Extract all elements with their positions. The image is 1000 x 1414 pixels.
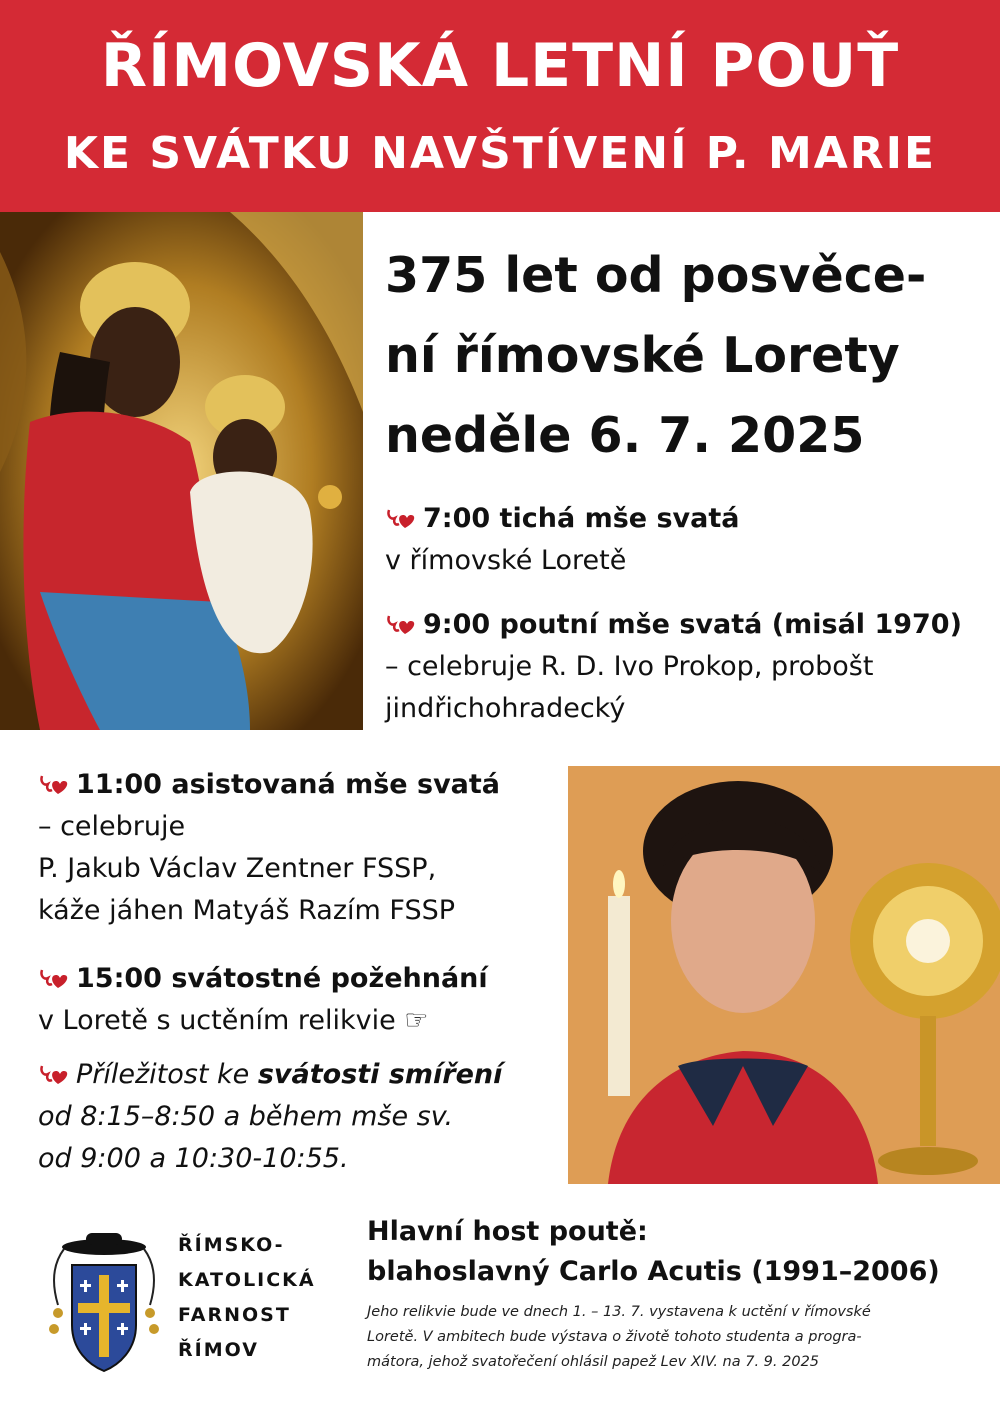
- schedule-detail: od 9:00 a 10:30-10:55.: [38, 1143, 349, 1174]
- title-banner: [0, 0, 1000, 212]
- schedule-item-confession: [38, 1054, 558, 1180]
- schedule-detail: v římovské Loretě: [385, 545, 627, 576]
- parish-crest: [44, 1225, 164, 1375]
- parish-line: ŘÍMSKO-: [178, 1234, 285, 1256]
- guest-title-line-1: Hlavní host poutě:: [367, 1216, 648, 1247]
- guest-text-line: Loretě. V ambitech bude výstava o životě tohoto studenta a progra-: [367, 1329, 862, 1345]
- schedule-title: 7:00 tichá mše svatá: [423, 503, 740, 534]
- schedule-item-11-00: [38, 764, 558, 932]
- main-title: ŘÍMOVSKÁ LETNÍ POUŤ: [100, 31, 900, 101]
- schedule-title: 9:00 poutní mše svatá (misál 1970): [423, 609, 962, 640]
- heart-flower-icon: [38, 769, 70, 795]
- schedule-item-7-00: [385, 498, 985, 582]
- parish-line: KATOLICKÁ: [178, 1269, 316, 1291]
- headline-line-1: 375 let od posvěce-: [385, 247, 927, 304]
- heart-flower-icon: [385, 503, 417, 529]
- guest-heading: [367, 1212, 987, 1292]
- guest-text-line: mátora, jehož svatořečení ohlásil papež Lev XIV. na 7. 9. 2025: [367, 1354, 820, 1370]
- schedule-detail: od 8:15–8:50 a během mše sv.: [38, 1101, 454, 1132]
- headline-line-2: ní římovské Lorety: [385, 327, 900, 384]
- schedule-detail: – celebruje: [38, 811, 186, 842]
- guest-description: [367, 1300, 982, 1375]
- schedule-title: 15:00 svátostné požehnání: [76, 963, 488, 994]
- schedule-detail: káže jáhen Matyáš Razím FSSP: [38, 895, 456, 926]
- main-subtitle: KE SVÁTKU NAVŠTÍVENÍ P. MARIE: [63, 128, 937, 179]
- guest-title-line-2: blahoslavný Carlo Acutis (1991–2006): [367, 1256, 940, 1287]
- confession-intro: Příležitost ke: [76, 1059, 258, 1090]
- guest-text-line: Jeho relikvie bude ve dnech 1. – 13. 7. vystavena k uctění v římovské: [367, 1304, 871, 1320]
- schedule-item-9-00: [385, 604, 985, 730]
- heart-flower-icon: [385, 609, 417, 635]
- carlo-acutis-photo: [568, 766, 1000, 1184]
- schedule-detail: – celebruje R. D. Ivo Prokop, probošt: [385, 651, 874, 682]
- headline: [385, 236, 985, 476]
- schedule-detail: P. Jakub Václav Zentner FSSP,: [38, 853, 437, 884]
- confession-bold: svátosti smíření: [257, 1059, 503, 1090]
- parish-line: FARNOST: [178, 1304, 291, 1326]
- madonna-statue-photo: [0, 212, 363, 730]
- heart-flower-icon: [38, 963, 70, 989]
- parish-line: ŘÍMOV: [178, 1339, 259, 1361]
- heart-flower-icon: [38, 1059, 70, 1085]
- schedule-item-15-00: [38, 958, 558, 1042]
- schedule-detail: jindřichohradecký: [385, 693, 626, 724]
- schedule-detail: v Loretě s uctěním relikvie ☞: [38, 1005, 429, 1036]
- headline-line-3: neděle 6. 7. 2025: [385, 407, 865, 464]
- schedule-title: 11:00 asistovaná mše svatá: [76, 769, 501, 800]
- parish-name: [178, 1228, 316, 1368]
